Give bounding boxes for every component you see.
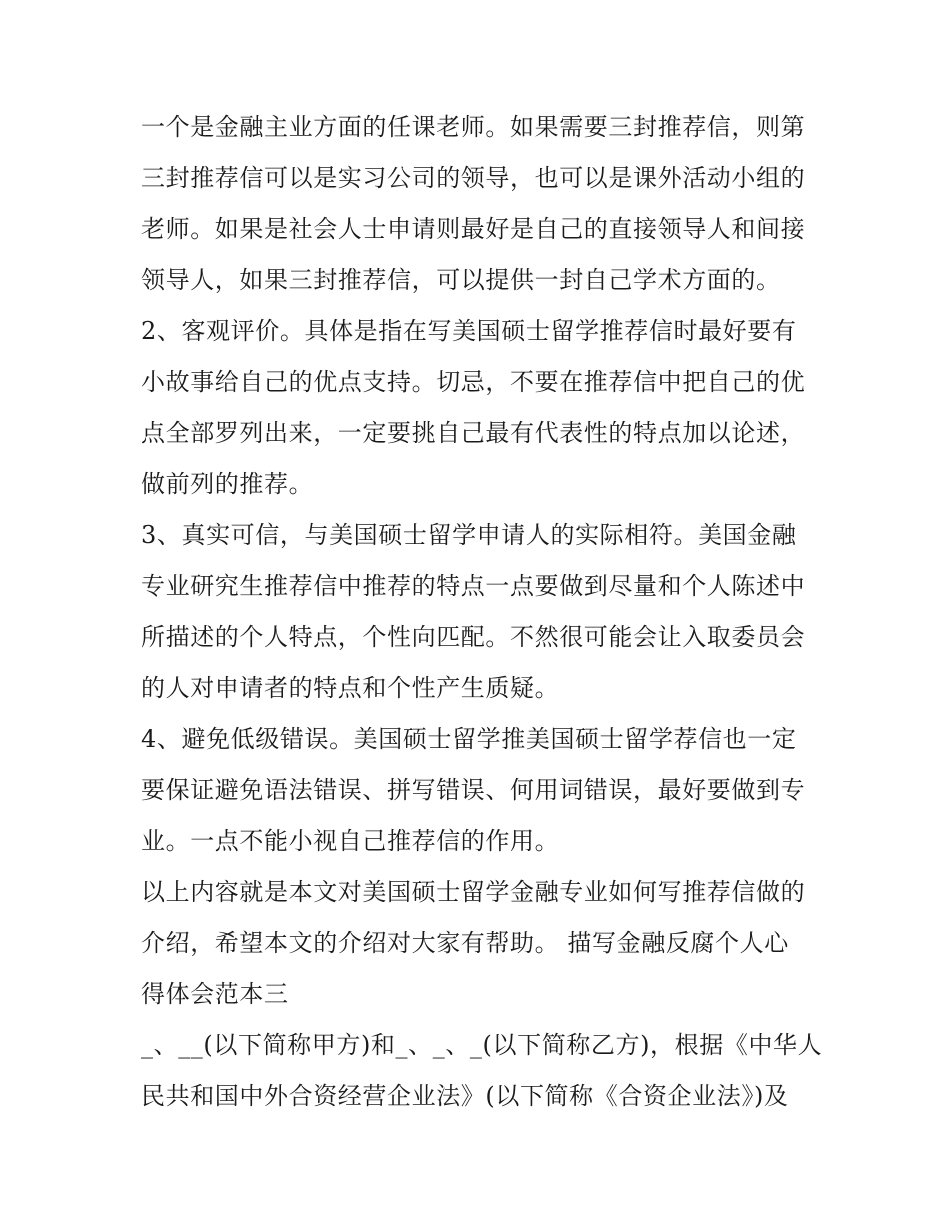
text-line: 所描述的个人特点，个性向匹配。不然很可能会让入取委员会 bbox=[141, 623, 806, 651]
text-line: 介绍，希望本文的介绍对大家有帮助。 描写金融反腐个人心 bbox=[141, 929, 789, 957]
text-line: 的人对申请者的特点和个性产生质疑。 bbox=[141, 674, 560, 702]
text-line: _、__(以下简称甲方)和_、_、_(以下简称乙方)，根据《中华人 bbox=[141, 1031, 823, 1059]
text-line: 做前列的推荐。 bbox=[141, 470, 314, 498]
text-line: 民共和国中外合资经营企业法》(以下简称《合资企业法》)及 bbox=[141, 1082, 789, 1110]
text-line: 小故事给自己的优点支持。切忌，不要在推荐信中把自己的优 bbox=[141, 368, 806, 396]
text-line: 老师。如果是社会人士申请则最好是自己的直接领导人和间接 bbox=[141, 215, 806, 243]
text-line: 要保证避免语法错误、拼写错误、何用词错误，最好要做到专 bbox=[141, 776, 806, 804]
text-line: 2、客观评价。具体是指在写美国硕士留学推荐信时最好要有 bbox=[141, 317, 797, 345]
text-line: 领导人，如果三封推荐信，可以提供一封自己学术方面的。 bbox=[141, 266, 781, 294]
text-line: 业。一点不能小视自己推荐信的作用。 bbox=[141, 827, 560, 855]
text-line: 4、避免低级错误。美国硕士留学推美国硕士留学荐信也一定 bbox=[141, 725, 797, 753]
text-line: 3、真实可信，与美国硕士留学申请人的实际相符。美国金融 bbox=[141, 521, 797, 549]
text-line: 三封推荐信可以是实习公司的领导，也可以是课外活动小组的 bbox=[141, 164, 806, 192]
text-line: 以上内容就是本文对美国硕士留学金融专业如何写推荐信做的 bbox=[141, 878, 806, 906]
text-line: 一个是金融主业方面的任课老师。如果需要三封推荐信，则第 bbox=[141, 113, 806, 141]
text-line: 得体会范本三 bbox=[141, 980, 289, 1008]
text-line: 专业研究生推荐信中推荐的特点一点要做到尽量和个人陈述中 bbox=[141, 572, 806, 600]
text-line: 点全部罗列出来，一定要挑自己最有代表性的特点加以论述， bbox=[141, 419, 806, 447]
